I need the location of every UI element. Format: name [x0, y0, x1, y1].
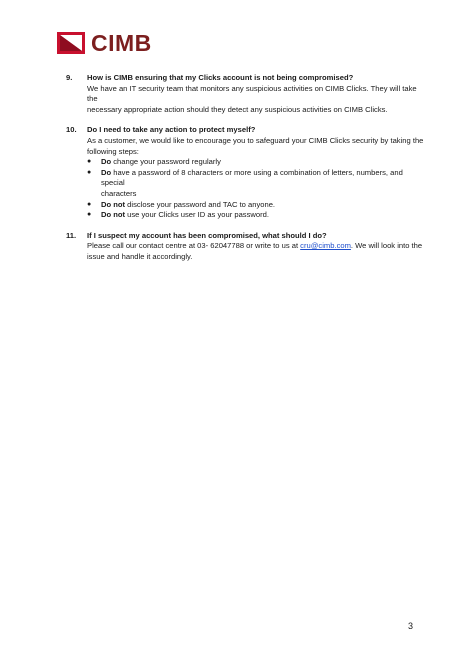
list-item: [87, 168, 426, 200]
answer-line: We have an IT security team that monitors any suspicious activities on CIMB Clicks. They will take the: [87, 83, 417, 104]
bullet-bold: Do: [101, 157, 112, 167]
faq-number: 10.: [66, 125, 77, 135]
bullet-text: use your Clicks user ID as your password.: [125, 210, 269, 220]
faq-number: 11.: [66, 230, 77, 240]
logo-text: CIMB: [91, 30, 152, 56]
answer-line: [87, 241, 426, 252]
faq-item-11: [66, 231, 426, 263]
bullet-text: characters: [101, 188, 137, 198]
faq-question: [66, 73, 426, 84]
answer-text: . We will look into the: [350, 241, 423, 251]
faq-item-9: [66, 73, 426, 115]
faq-answer: [66, 241, 426, 262]
bullet-text: disclose your password and TAC to anyone.: [125, 199, 276, 209]
faq-question: [66, 231, 426, 242]
bullet-bold: Do not: [101, 199, 126, 209]
answer-text: Please call our contact centre at 03- 62047788 or write to us at: [87, 241, 301, 251]
list-item: [87, 200, 426, 211]
bullet-text: change your password regularly: [111, 157, 221, 167]
list-item: [87, 210, 426, 221]
answer-line: necessary appropriate action should they detect any suspicious activities on CIMB Clicks.: [87, 104, 388, 114]
faq-question: [66, 125, 426, 136]
email-link[interactable]: cru@cimb.com: [300, 241, 351, 251]
list-item: [87, 157, 426, 168]
faq-answer: [66, 84, 426, 116]
bullet-icon: ●: [87, 200, 92, 208]
bullet-bold: Do: [101, 167, 112, 177]
answer-line: As a customer, we would like to encourage you to safeguard your CIMB Clicks security by taking the: [87, 135, 424, 145]
bullet-bold: Do not: [101, 210, 126, 220]
bullet-icon: ●: [87, 168, 92, 176]
faq-question-text: How is CIMB ensuring that my Clicks account is not being compromised?: [87, 73, 354, 82]
faq-answer: [66, 136, 426, 157]
faq-number: 9.: [66, 73, 73, 82]
bullet-icon: ●: [87, 211, 92, 219]
answer-line: issue and handle it accordingly.: [87, 251, 193, 261]
faq-question-text: Do I need to take any action to protect myself?: [87, 125, 256, 135]
page-number: 3: [408, 621, 414, 631]
faq-item-10: [66, 125, 426, 220]
answer-line: following steps:: [87, 146, 139, 156]
security-steps-list: [66, 157, 426, 221]
faq-question-text: If I suspect my account has been compromised, what should I do?: [87, 230, 327, 240]
bullet-icon: ●: [87, 158, 92, 166]
cimb-logo-mark-icon: [57, 32, 85, 54]
cimb-logo: [57, 30, 152, 56]
faq-content: [66, 73, 426, 273]
bullet-text: have a password of 8 characters or more using a combination of letters, numbers, and special: [101, 167, 403, 188]
